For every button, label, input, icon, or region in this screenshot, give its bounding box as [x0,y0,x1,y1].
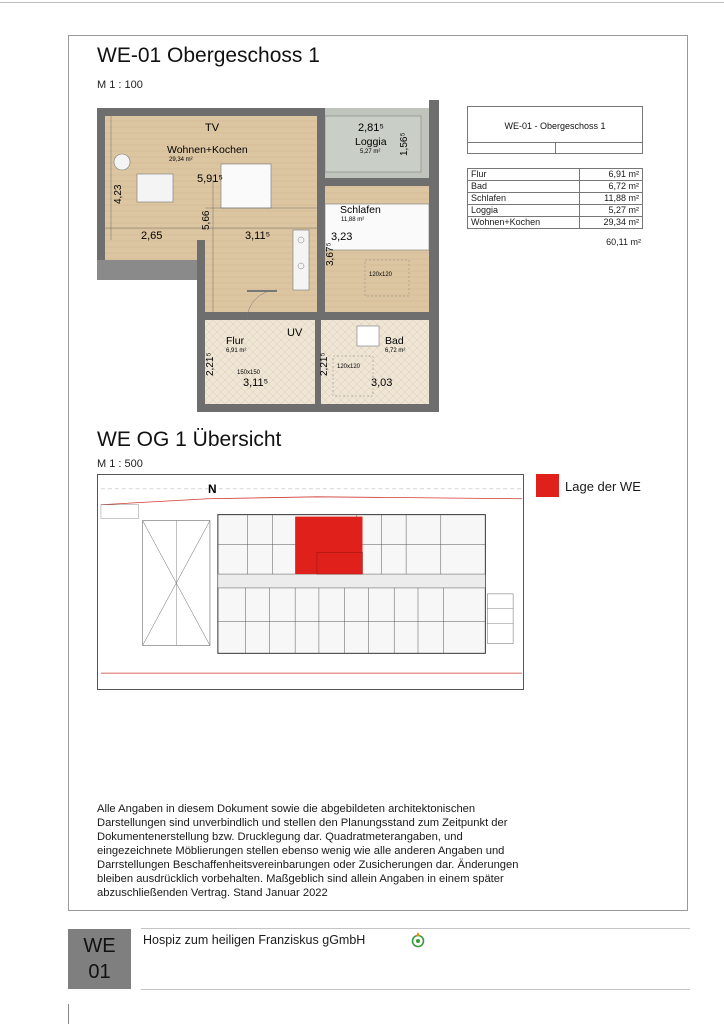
legend-swatch [536,474,559,497]
badge-bottom: 01 [88,961,111,983]
info-box-title: WE-01 - Obergeschoss 1 [504,121,606,131]
plan-room-bad-area: 6,72 m² [385,348,406,354]
plan-room-schlafen: Schlafen [340,204,381,216]
plan-dim-323: 3,23 [331,231,353,243]
footer-rule-bottom [141,989,690,990]
plan-shower-size-2: 120x120 [337,364,361,370]
table-row: Schlafen 11,88 m² [468,193,643,205]
footer-rule-top [141,928,690,929]
top-rule [0,2,724,3]
area-total: 60,11 m² [606,237,641,247]
margin-tick [68,1004,69,1024]
plan-dim-221a: 2,21⁵ [205,352,216,376]
plan-dim-591: 5,91⁵ [197,173,223,185]
plan-dim-265: 2,65 [141,230,163,242]
plan-room-loggia-area: 5,27 m² [360,149,381,155]
plan-room-schlafen-area: 11,88 m² [341,217,365,223]
area-table [467,168,643,229]
plan-room-loggia: Loggia [355,136,387,148]
plan-room-flur: Flur [226,335,245,347]
table-row: Loggia 5,27 m² [468,205,643,217]
plan-dim-221b: 2,21⁵ [319,352,330,376]
table-row: Bad 6,72 m² [468,181,643,193]
plan-room-flur-area: 6,91 m² [226,348,247,354]
plan-tv-label: TV [205,122,220,134]
unit-title: WE-01 Obergeschoss 1 [97,44,320,67]
unit-scale: M 1 : 100 [97,79,143,91]
overview-title: WE OG 1 Übersicht [97,428,282,451]
plan-dim-311b: 3,11⁵ [243,377,269,389]
plan-bed-size: 120x120 [369,272,393,278]
site-overview-plan [97,474,524,690]
disclaimer-text: Alle Angaben in diesem Dokument sowie die abgebildeten architektonischen Darstellungen sind unverbindlich und stellen den Planungsstand zum Zeitpunkt der Dokumentenerstellung bzw. Drucklegung dar. Quadratmeterangaben, und eingezeichnete Möblierungen stellen ebenso wenig wie alle anderen Angaben und Darrstellungen Beschaffenheitsvereinbarungen oder Zusicherungen dar. Änderungen bleiben ausdrücklich vorbehalten. Maßgeblich sind allein Angaben in einem später abzuschließenden Vertrag. Stand Januar 2022 [97,803,519,899]
plan-shower-size-1: 150x150 [237,370,261,376]
plan-uv-label: UV [287,327,303,339]
plan-dim-303: 3,03 [371,377,393,389]
floor-plan [97,100,439,412]
company-name: Hospiz zum heiligen Franziskus gGmbH [143,933,366,947]
unit-info-box [467,106,643,154]
table-row: Wohnen+Kochen 29,34 m² [468,217,643,229]
table-row: Flur 6,91 m² [468,169,643,181]
plan-dim-281: 2,81⁵ [358,122,384,134]
overview-scale: M 1 : 500 [97,458,143,470]
svg-text:N: N [207,481,217,496]
plan-dim-566: 5,66 [201,210,212,230]
badge-top: WE [83,935,116,957]
plan-dim-423: 4,23 [113,184,124,204]
plan-room-wohnen: Wohnen+Kochen [167,144,248,156]
plan-dim-311: 3,11⁵ [245,230,271,242]
plan-dim-156: 1,56⁵ [399,132,410,156]
plan-dim-367: 3,67⁵ [325,242,336,266]
plan-room-bad: Bad [385,335,404,347]
company-logo-icon [410,930,426,948]
plan-room-wohnen-area: 29,34 m² [169,157,193,163]
legend-label: Lage der WE [565,479,641,494]
unit-badge [68,929,131,989]
